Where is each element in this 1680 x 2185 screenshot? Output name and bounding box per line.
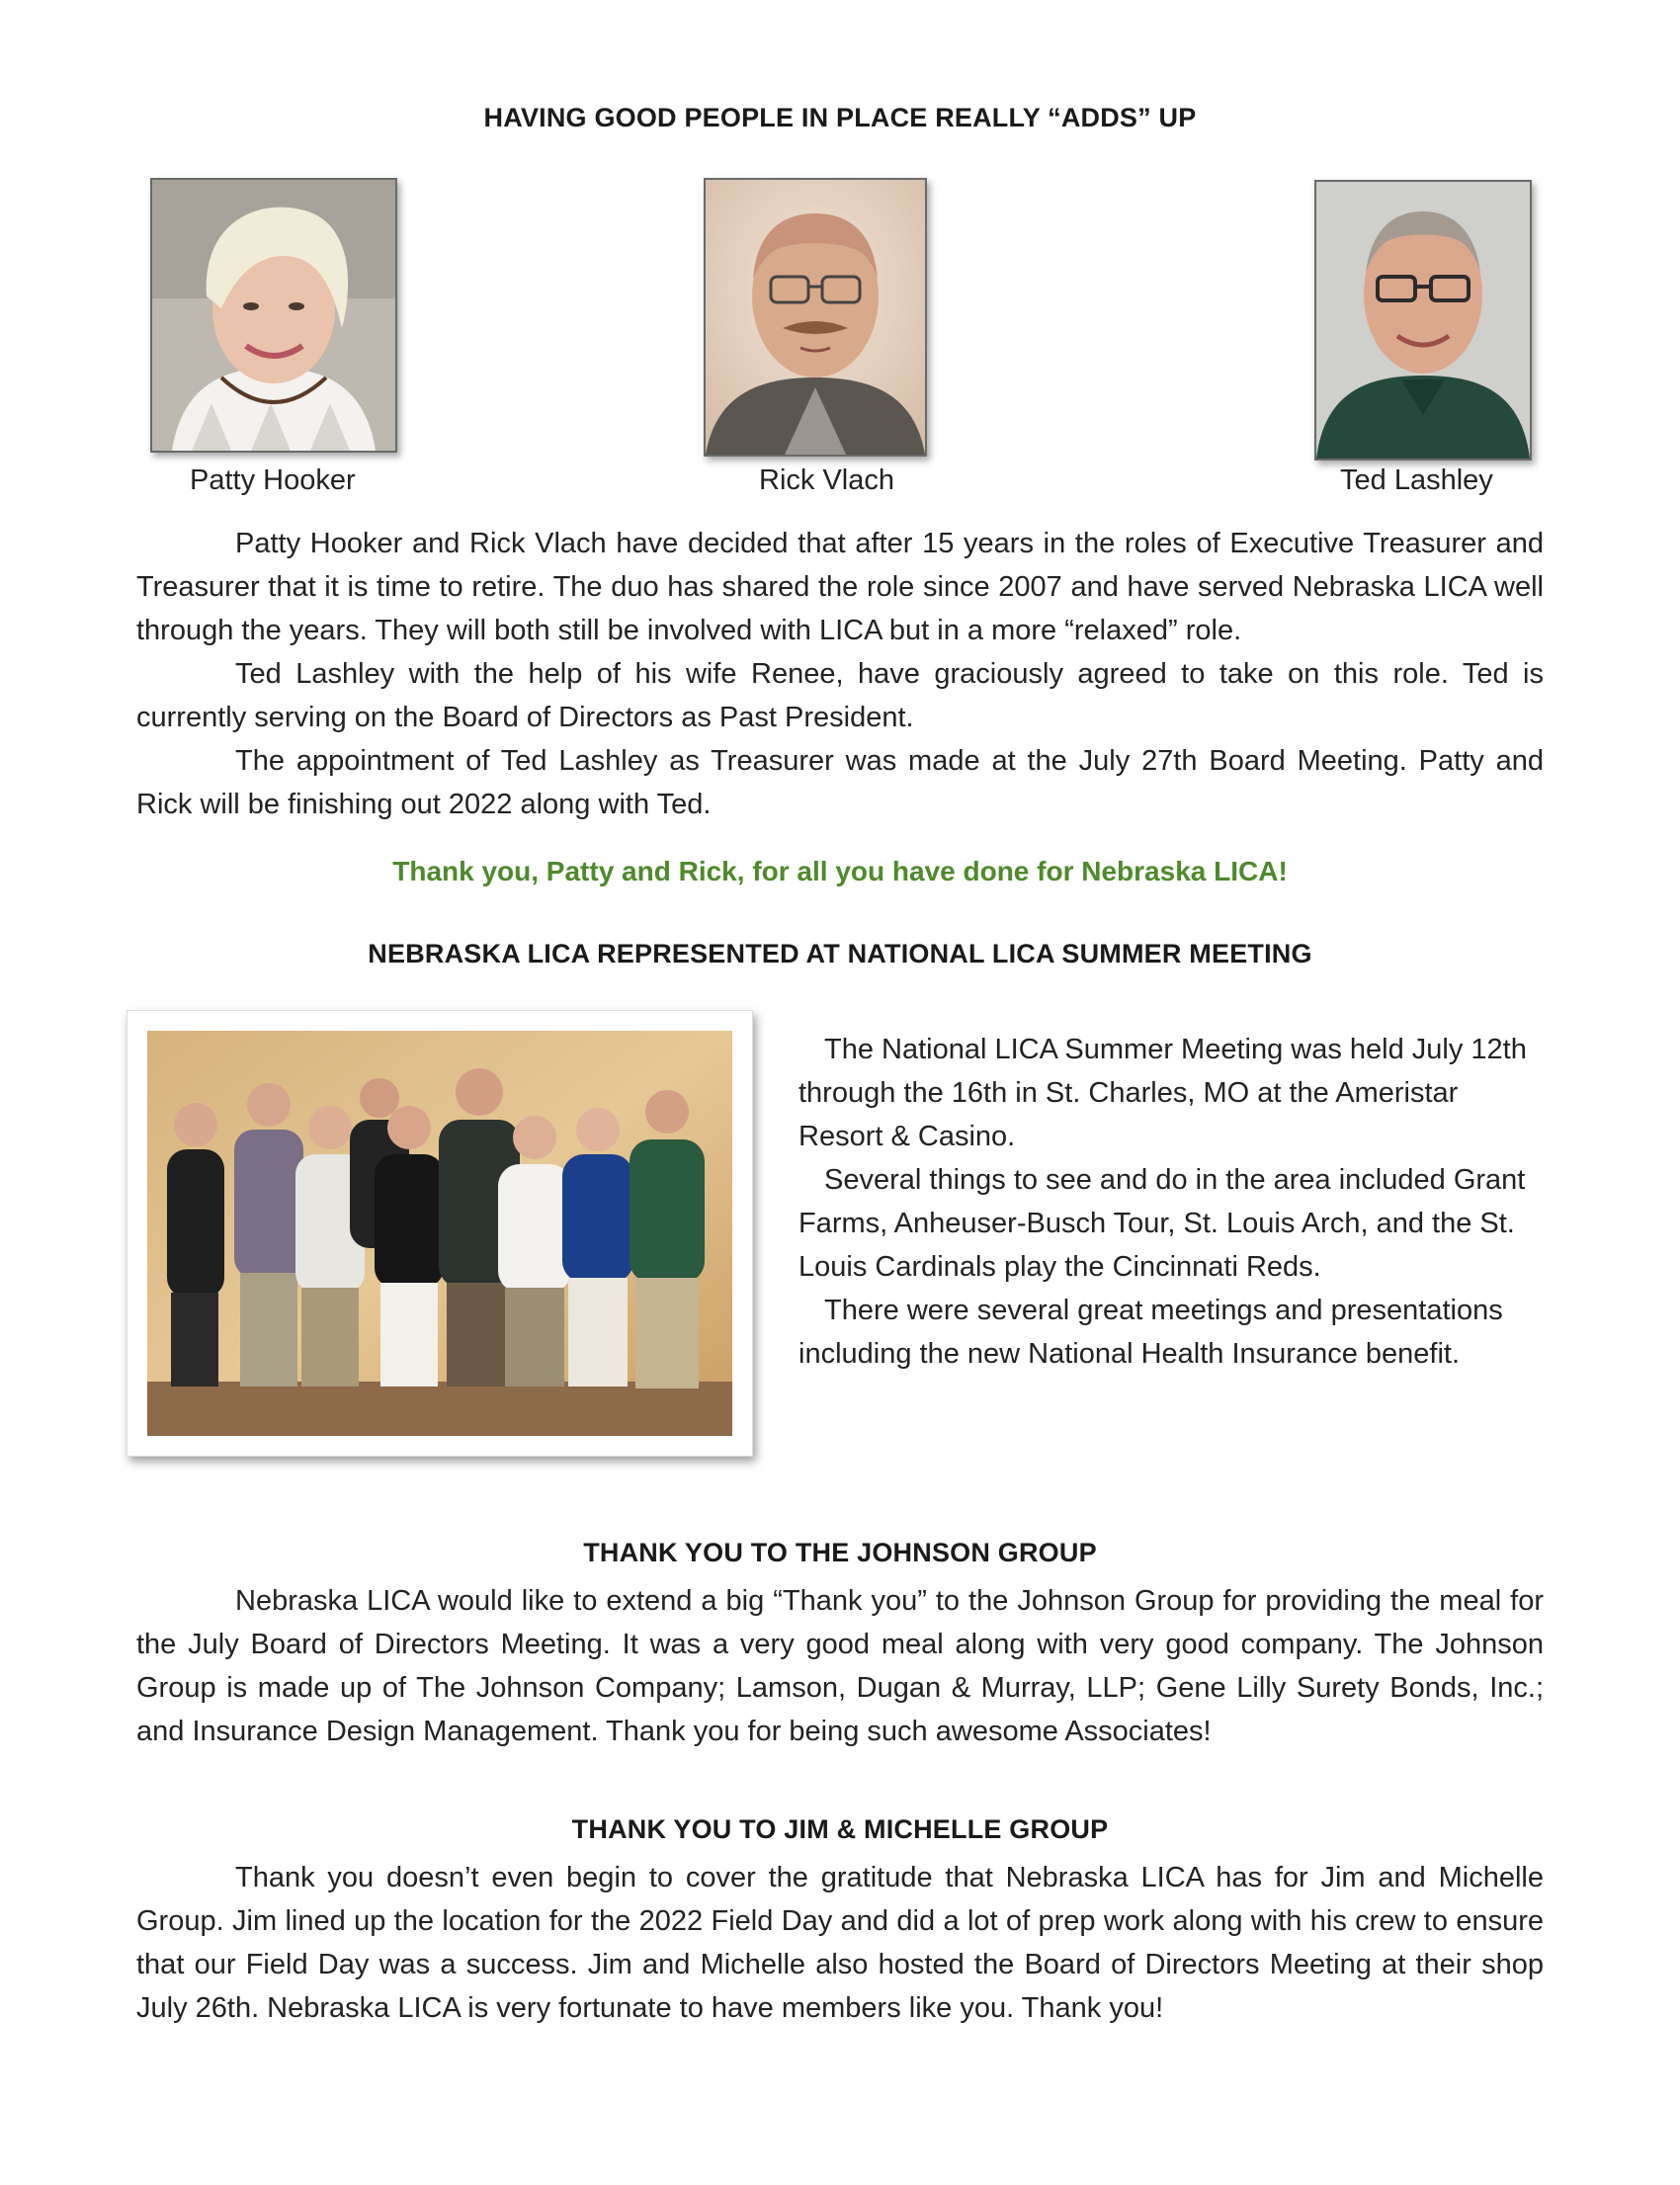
group-photo-frame (126, 1010, 753, 1457)
caption-patty-hooker: Patty Hooker (190, 464, 356, 496)
paragraph-summer-meeting: The National LICA Summer Meeting was held July 12th through the 16th in St. Charles, MO at the Ameristar Resort & Casino. (798, 1034, 1527, 1152)
paragraph-retirement: Patty Hooker and Rick Vlach have decided that after 15 years in the roles of Executive Treasurer and Treasurer that it is time to retire. The duo has shared the role since 2007 and have served Nebraska LICA well through the years. They will both still be involved with LICA but in a more “relaxed” role. (136, 528, 1544, 646)
portrait-rick-vlach (704, 178, 927, 457)
heading-national-meeting: NEBRASKA LICA REPRESENTED AT NATIONAL LICA SUMMER MEETING (368, 939, 1312, 968)
paragraph-presentations: There were several great meetings and presentations including the new National Health Insurance benefit. (798, 1295, 1503, 1370)
caption-rick-vlach: Rick Vlach (759, 464, 894, 496)
paragraph-area-activities: Several things to see and do in the area included Grant Farms, Anheuser-Busch Tour, St. Louis Arch, and the St. Louis Cardinals play the Cincinnati Reds. (798, 1164, 1526, 1283)
caption-ted-lashley: Ted Lashley (1340, 464, 1493, 496)
paragraph-ted-lashley: Ted Lashley with the help of his wife Renee, have graciously agreed to take on this role. Ted is currently serving on the Board of Directors as Past President. (136, 658, 1544, 733)
paragraph-johnson-group: Nebraska LICA would like to extend a big “Thank you” to the Johnson Group for providing the meal for the July Board of Directors Meeting. It was a very good meal along with very good company. The Johnson Group is made up of The Johnson Company; Lamson, Dugan & Murray, LLP; Gene Lilly Surety Bonds, Inc.; and Insurance Design Management. Thank you for being such awesome Associates! (136, 1585, 1544, 1747)
group-photo (147, 1031, 732, 1436)
paragraph-appointment: The appointment of Ted Lashley as Treasurer was made at the July 27th Board Meeting. Patty and Rick will be finishing out 2022 along with Ted. (136, 745, 1544, 820)
national-meeting-text (798, 1028, 1550, 1376)
heading-good-people: HAVING GOOD PEOPLE IN PLACE REALLY “ADDS” UP (483, 103, 1197, 132)
paragraph-jim-michelle: Thank you doesn’t even begin to cover the gratitude that Nebraska LICA has for Jim and Michelle Group. Jim lined up the location for the 2022 Field Day and did a lot of prep work along with his crew to ensure that our Field Day was a success. Jim and Michelle also hosted the Board of Directors Meeting at their shop July 26th. Nebraska LICA is very fortunate to have members like you. Thank you! (136, 1862, 1544, 2024)
heading-jim-michelle: THANK YOU TO JIM & MICHELLE GROUP (571, 1814, 1109, 1844)
thanks-patty-rick: Thank you, Patty and Rick, for all you have done for Nebraska LICA! (392, 856, 1288, 886)
heading-johnson-group: THANK YOU TO THE JOHNSON GROUP (583, 1538, 1097, 1567)
portrait-patty-hooker (150, 178, 397, 453)
portrait-ted-lashley (1314, 180, 1532, 461)
